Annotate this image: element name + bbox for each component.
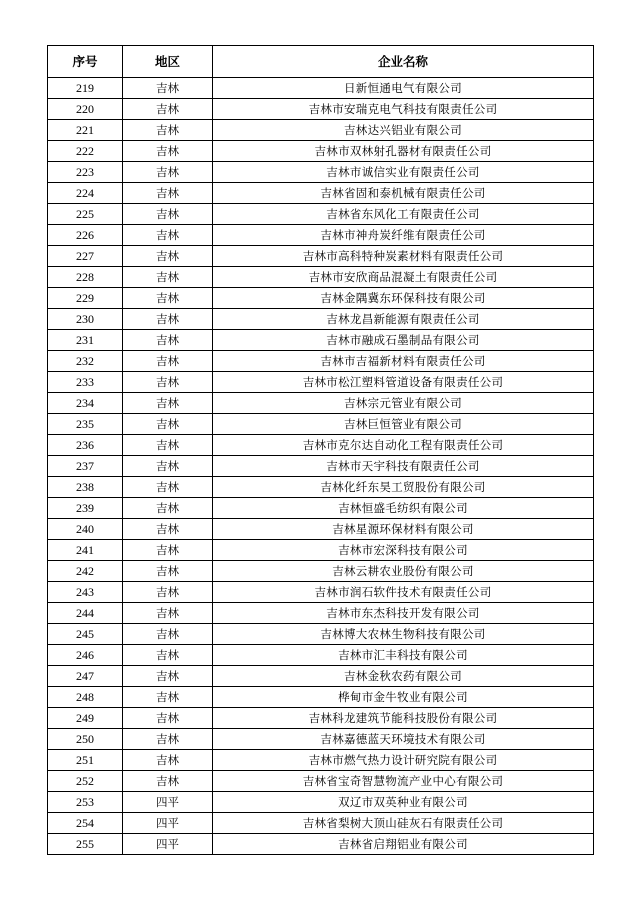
region-cell: 四平 (123, 813, 213, 834)
region-cell: 吉林 (123, 540, 213, 561)
region-cell: 吉林 (123, 267, 213, 288)
table-row (48, 183, 594, 204)
enterprise-table (47, 45, 594, 855)
table-row (48, 624, 594, 645)
region-cell: 吉林 (123, 603, 213, 624)
table-row (48, 120, 594, 141)
table-body (48, 78, 594, 855)
table-row (48, 78, 594, 99)
table-row (48, 288, 594, 309)
serial-number-cell: 227 (48, 246, 123, 267)
region-cell: 吉林 (123, 288, 213, 309)
company-name-cell: 吉林科龙建筑节能科技股份有限公司 (213, 708, 594, 729)
serial-number-cell: 249 (48, 708, 123, 729)
company-name-cell: 桦甸市金牛牧业有限公司 (213, 687, 594, 708)
table-row (48, 267, 594, 288)
table-row (48, 813, 594, 834)
company-name-cell: 吉林市高科特种炭素材料有限责任公司 (213, 246, 594, 267)
region-cell: 吉林 (123, 309, 213, 330)
table-row (48, 225, 594, 246)
serial-number-cell: 245 (48, 624, 123, 645)
company-name-cell: 吉林巨恒管业有限公司 (213, 414, 594, 435)
region-cell: 吉林 (123, 330, 213, 351)
company-name-cell: 吉林省宝奇智慧物流产业中心有限公司 (213, 771, 594, 792)
table-row (48, 246, 594, 267)
company-name-cell: 吉林嘉德蓝天环境技术有限公司 (213, 729, 594, 750)
serial-number-cell: 241 (48, 540, 123, 561)
serial-number-cell: 234 (48, 393, 123, 414)
serial-number-cell: 223 (48, 162, 123, 183)
header-region: 地区 (123, 46, 213, 78)
region-cell: 吉林 (123, 561, 213, 582)
serial-number-cell: 236 (48, 435, 123, 456)
region-cell: 吉林 (123, 78, 213, 99)
table-row (48, 414, 594, 435)
company-name-cell: 吉林市天宇科技有限责任公司 (213, 456, 594, 477)
company-name-cell: 吉林市燃气热力设计研究院有限公司 (213, 750, 594, 771)
serial-number-cell: 254 (48, 813, 123, 834)
region-cell: 吉林 (123, 351, 213, 372)
region-cell: 吉林 (123, 246, 213, 267)
table-row (48, 99, 594, 120)
serial-number-cell: 226 (48, 225, 123, 246)
serial-number-cell: 246 (48, 645, 123, 666)
table-row (48, 456, 594, 477)
serial-number-cell: 244 (48, 603, 123, 624)
region-cell: 吉林 (123, 666, 213, 687)
company-name-cell: 吉林省东风化工有限责任公司 (213, 204, 594, 225)
header-company-name: 企业名称 (213, 46, 594, 78)
company-name-cell: 吉林市双林射孔器材有限责任公司 (213, 141, 594, 162)
serial-number-cell: 221 (48, 120, 123, 141)
table-row (48, 351, 594, 372)
serial-number-cell: 248 (48, 687, 123, 708)
serial-number-cell: 250 (48, 729, 123, 750)
header-serial-number: 序号 (48, 46, 123, 78)
table-row (48, 603, 594, 624)
region-cell: 四平 (123, 834, 213, 855)
table-row (48, 162, 594, 183)
serial-number-cell: 237 (48, 456, 123, 477)
table-row (48, 687, 594, 708)
region-cell: 吉林 (123, 729, 213, 750)
region-cell: 吉林 (123, 183, 213, 204)
company-name-cell: 吉林市松江塑料管道设备有限责任公司 (213, 372, 594, 393)
serial-number-cell: 224 (48, 183, 123, 204)
region-cell: 吉林 (123, 477, 213, 498)
table-row (48, 330, 594, 351)
company-name-cell: 吉林金隅冀东环保科技有限公司 (213, 288, 594, 309)
company-name-cell: 吉林市诚信实业有限责任公司 (213, 162, 594, 183)
table-row (48, 582, 594, 603)
table-row (48, 309, 594, 330)
company-name-cell: 吉林市安瑞克电气科技有限责任公司 (213, 99, 594, 120)
company-name-cell: 吉林宗元管业有限公司 (213, 393, 594, 414)
serial-number-cell: 222 (48, 141, 123, 162)
table-row (48, 729, 594, 750)
company-name-cell: 吉林市安欣商品混凝土有限责任公司 (213, 267, 594, 288)
company-name-cell: 吉林化纤东昊工贸股份有限公司 (213, 477, 594, 498)
company-name-cell: 吉林市东杰科技开发有限公司 (213, 603, 594, 624)
company-name-cell: 吉林市润石软件技术有限责任公司 (213, 582, 594, 603)
serial-number-cell: 252 (48, 771, 123, 792)
serial-number-cell: 239 (48, 498, 123, 519)
region-cell: 吉林 (123, 414, 213, 435)
region-cell: 吉林 (123, 708, 213, 729)
company-name-cell: 吉林省梨树大顶山硅灰石有限责任公司 (213, 813, 594, 834)
serial-number-cell: 251 (48, 750, 123, 771)
table-row (48, 519, 594, 540)
serial-number-cell: 253 (48, 792, 123, 813)
region-cell: 吉林 (123, 582, 213, 603)
region-cell: 吉林 (123, 498, 213, 519)
serial-number-cell: 230 (48, 309, 123, 330)
table-row (48, 750, 594, 771)
table-row (48, 204, 594, 225)
table-row (48, 498, 594, 519)
region-cell: 吉林 (123, 771, 213, 792)
region-cell: 吉林 (123, 141, 213, 162)
company-name-cell: 吉林恒盛毛纺织有限公司 (213, 498, 594, 519)
serial-number-cell: 240 (48, 519, 123, 540)
table-row (48, 435, 594, 456)
table-row (48, 771, 594, 792)
serial-number-cell: 229 (48, 288, 123, 309)
serial-number-cell: 247 (48, 666, 123, 687)
region-cell: 吉林 (123, 750, 213, 771)
serial-number-cell: 228 (48, 267, 123, 288)
table-row (48, 792, 594, 813)
region-cell: 吉林 (123, 99, 213, 120)
company-name-cell: 吉林金秋农药有限公司 (213, 666, 594, 687)
company-name-cell: 吉林省启翔铝业有限公司 (213, 834, 594, 855)
table-row (48, 372, 594, 393)
region-cell: 吉林 (123, 372, 213, 393)
company-name-cell: 吉林市神舟炭纤维有限责任公司 (213, 225, 594, 246)
table-row (48, 477, 594, 498)
region-cell: 吉林 (123, 120, 213, 141)
company-name-cell: 吉林星源环保材料有限公司 (213, 519, 594, 540)
region-cell: 吉林 (123, 225, 213, 246)
region-cell: 吉林 (123, 624, 213, 645)
region-cell: 吉林 (123, 645, 213, 666)
region-cell: 吉林 (123, 687, 213, 708)
company-name-cell: 吉林云耕农业股份有限公司 (213, 561, 594, 582)
serial-number-cell: 233 (48, 372, 123, 393)
company-name-cell: 吉林市融成石墨制品有限公司 (213, 330, 594, 351)
region-cell: 吉林 (123, 435, 213, 456)
company-name-cell: 吉林市吉福新材料有限责任公司 (213, 351, 594, 372)
serial-number-cell: 255 (48, 834, 123, 855)
region-cell: 四平 (123, 792, 213, 813)
table-row (48, 834, 594, 855)
company-name-cell: 吉林市宏深科技有限公司 (213, 540, 594, 561)
company-name-cell: 吉林龙昌新能源有限责任公司 (213, 309, 594, 330)
serial-number-cell: 225 (48, 204, 123, 225)
serial-number-cell: 238 (48, 477, 123, 498)
serial-number-cell: 243 (48, 582, 123, 603)
company-name-cell: 吉林达兴铝业有限公司 (213, 120, 594, 141)
serial-number-cell: 235 (48, 414, 123, 435)
company-name-cell: 吉林市汇丰科技有限公司 (213, 645, 594, 666)
company-name-cell: 吉林省固和泰机械有限责任公司 (213, 183, 594, 204)
table-row (48, 645, 594, 666)
company-name-cell: 吉林市克尔达自动化工程有限责任公司 (213, 435, 594, 456)
table-row (48, 141, 594, 162)
region-cell: 吉林 (123, 519, 213, 540)
region-cell: 吉林 (123, 162, 213, 183)
company-name-cell: 吉林博大农林生物科技有限公司 (213, 624, 594, 645)
table-row (48, 393, 594, 414)
serial-number-cell: 219 (48, 78, 123, 99)
region-cell: 吉林 (123, 456, 213, 477)
company-name-cell: 日新恒通电气有限公司 (213, 78, 594, 99)
table-row (48, 561, 594, 582)
serial-number-cell: 232 (48, 351, 123, 372)
serial-number-cell: 220 (48, 99, 123, 120)
table-header-row (48, 46, 594, 78)
region-cell: 吉林 (123, 393, 213, 414)
table-row (48, 540, 594, 561)
serial-number-cell: 242 (48, 561, 123, 582)
company-name-cell: 双辽市双英种业有限公司 (213, 792, 594, 813)
table-row (48, 708, 594, 729)
region-cell: 吉林 (123, 204, 213, 225)
table-row (48, 666, 594, 687)
serial-number-cell: 231 (48, 330, 123, 351)
